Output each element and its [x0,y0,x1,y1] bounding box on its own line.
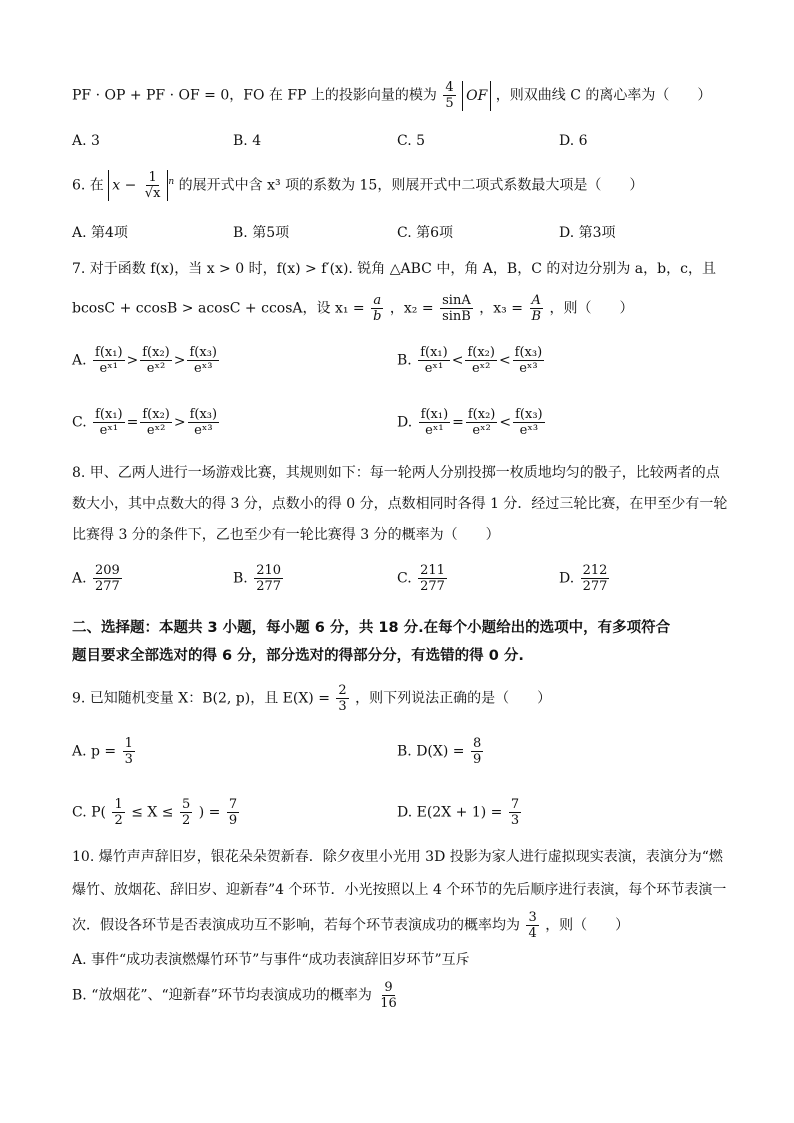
q5-option-d: D. 6 [559,133,588,149]
q8-option-c [397,563,449,594]
q9-option-c-mid: ≤ X ≤ [131,804,174,821]
q9-option-b-fraction: $\frac{8}{9}$ [472,736,482,767]
q7-stem-line2 [72,293,633,324]
q10-stem-line2: 爆竹、放烟花、辞旧岁、迎新春”4 个环节．小光按照以上 4 个环节的先后顺序进行表演，每个环节表演一 [72,882,727,898]
term-3-fraction: $\frac{\text{f(x₃)}}{\text{eˣ³}}$ [515,407,543,438]
q10-fraction: $\frac{3}{4}$ [528,910,537,941]
q10-stem-line1: 10. 爆竹声声辞旧岁，银花朵朵贺新春．除夕夜里小光用 3D 投影为家人进行虚拟现实表演，表演分为“燃 [72,849,723,865]
q9-option-c-fraction-2: $\frac{5}{2}$ [181,797,191,828]
q7-option-d [397,407,547,438]
term-2-fraction: $\frac{\text{f(x₂)}}{\text{eˣ²}}$ [467,407,496,438]
q10-stem-line3 [72,910,629,941]
q10-option-b-fraction: $\frac{9}{16}$ [380,980,397,1011]
q9-option-b-text: B. D(X) = [397,743,465,760]
comparison-operator: > [126,352,139,369]
q8-option-d [559,563,611,594]
term-2-fraction: $\frac{\text{f(x₂)}}{\text{eˣ²}}$ [142,407,170,438]
q5-vector-modulus: OF [462,81,491,111]
q7-fraction-2: $\frac{\sin A}{\sin B}$ [442,293,471,324]
q6-option-d: D. 第3项 [559,225,616,241]
section-2-line2: 题目要求全部选对的得 6 分，部分选对的得部分分，有选错的得 0 分. [72,648,524,664]
q6-binomial: x − $\frac{1}{√x}$ [108,170,168,201]
comparison-operator: < [499,414,512,431]
q9-option-d [397,797,523,828]
term-1-fraction: $\frac{\text{f(x₁)}}{\text{eˣ¹}}$ [95,407,123,438]
option-label: C. [72,414,92,431]
q10-option-b [72,980,401,1011]
q5-option-b: B. 4 [233,133,262,149]
option-fraction: $\frac{211}{277}$ [420,563,445,594]
comparison-operator: = [126,414,139,431]
q9-option-c-fraction-1: $\frac{1}{2}$ [114,797,123,828]
q9-option-b [397,736,485,767]
q8-option-a [72,563,124,594]
q7-fraction-1: $\frac{a}{b}$ [373,293,382,324]
q6-prefix: 6. 在 [72,177,104,194]
term-1-fraction: $\frac{\text{f(x₁)}}{\text{eˣ¹}}$ [95,345,123,376]
q5-stem-end: ，则双曲线 C 的离心率为（ ） [495,87,712,104]
q6-exponent: n [168,176,175,187]
q7-line2-b: ，x₂ = [389,300,434,317]
option-fraction: $\frac{212}{277}$ [582,563,608,594]
q6-option-a: A. 第4项 [72,225,128,241]
section-2-heading [72,614,722,670]
q6-option-b: B. 第5项 [233,225,290,241]
q6-fraction: $\frac{1}{√x}$ [144,170,161,201]
option-label: D. [397,414,417,431]
q9-option-c-text: C. P( [72,804,106,821]
q10-option-a: A. 事件“成功表演燃爆竹环节”与事件“成功表演辞旧岁环节”互斥 [72,952,470,968]
q9-stem-b: ，则下列说法正确的是（ ） [355,690,552,707]
term-3-fraction: $\frac{\text{f(x₃)}}{\text{eˣ³}}$ [514,345,543,376]
q5-fraction: $\frac{4}{5}$ [445,80,454,111]
q9-stem [72,683,551,714]
section-2-line1: 二、选择题：本题共 3 小题，每小题 6 分，共 18 分.在每个小题给出的选项中，有多项符合 [72,620,671,636]
term-3-fraction: $\frac{\text{f(x₃)}}{\text{eˣ³}}$ [189,407,218,438]
q5-stem [72,80,711,111]
option-label: A. [72,352,92,369]
q9-stem-a: 9. 已知随机变量 X：B(2, p)，且 E(X) = [72,690,330,707]
option-label: A. [72,570,92,587]
q9-option-c-fraction-3: $\frac{7}{9}$ [228,797,238,828]
q9-option-d-fraction: $\frac{7}{3}$ [510,797,520,828]
comparison-operator: > [173,414,186,431]
option-label: B. [233,570,253,587]
q8-stem-line2: 数大小，其中点数大的得 3 分，点数小的得 0 分，点数相同时各得 1 分．经过三轮比赛，在甲至少有一轮 [72,496,728,512]
term-2-fraction: $\frac{\text{f(x₂)}}{\text{eˣ²}}$ [142,345,170,376]
term-2-fraction: $\frac{\text{f(x₂)}}{\text{eˣ²}}$ [467,345,495,376]
q9-fraction: $\frac{2}{3}$ [338,683,347,714]
option-label: C. [397,570,417,587]
option-fraction: $\frac{210}{277}$ [256,563,282,594]
q7-option-b [397,345,546,376]
q10-option-b-text: B. “放烟花”、“迎新春”环节均表演成功的概率为 [72,987,372,1004]
q7-line2-d: ，则（ ） [549,300,634,317]
q10-line3-a: 次．假设各环节是否表演成功互不影响，若每个环节表演成功的概率均为 [72,917,520,934]
term-1-fraction: $\frac{\text{f(x₁)}}{\text{eˣ¹}}$ [420,345,448,376]
comparison-operator: < [498,352,511,369]
q9-option-c-eq: ) = [198,804,221,821]
q9-option-a-fraction: $\frac{1}{3}$ [124,736,133,767]
q5-stem-text: PF · OP + PF · OF = 0，FO 在 FP 上的投影向量的模为 [72,87,437,104]
q6-option-c: C. 第6项 [397,225,454,241]
q7-line2-c: ，x₃ = [479,300,523,317]
q7-fraction-3: $\frac{A}{B}$ [531,293,541,324]
q9-option-a [72,736,137,767]
option-label: D. [559,570,579,587]
q7-stem-line1: 7. 对于函数 f(x)，当 x > 0 时，f(x) > f′(x). 锐角 △ABC 中，角 A，B，C 的对边分别为 a，b，c，且 [72,261,716,277]
q8-option-b [233,563,285,594]
q8-stem-line3: 比赛得 3 分的条件下，乙也至少有一轮比赛得 3 分的概率为（ ） [72,527,500,543]
comparison-operator: < [451,352,464,369]
comparison-operator: = [452,414,464,431]
q10-line3-b: ，则（ ） [545,917,630,934]
q6-suffix: 的展开式中含 x³ 项的系数为 15，则展开式中二项式系数最大项是（ ） [178,177,644,194]
q5-option-a: A. 3 [72,133,100,149]
term-1-fraction: $\frac{\text{f(x₁)}}{\text{eˣ¹}}$ [420,407,449,438]
q9-option-a-text: A. p = [72,743,117,760]
q9-option-c [72,797,241,828]
q7-line2-a: bcosC + ccosB > acosC + ccosA，设 x₁ = [72,300,365,317]
q7-option-c [72,407,221,438]
q7-option-a [72,345,221,376]
comparison-operator: > [173,352,186,369]
option-label: B. [397,352,417,369]
q8-stem-line1: 8. 甲、乙两人进行一场游戏比赛，其规则如下：每一轮两人分别投掷一枚质地均匀的骰子，比较两者的点 [72,465,720,481]
option-fraction: $\frac{209}{277}$ [95,563,120,594]
q6-stem [72,170,643,201]
q5-option-c: C. 5 [397,133,426,149]
q9-option-d-text: D. E(2X + 1) = [397,804,503,821]
term-3-fraction: $\frac{\text{f(x₃)}}{\text{eˣ³}}$ [189,345,217,376]
